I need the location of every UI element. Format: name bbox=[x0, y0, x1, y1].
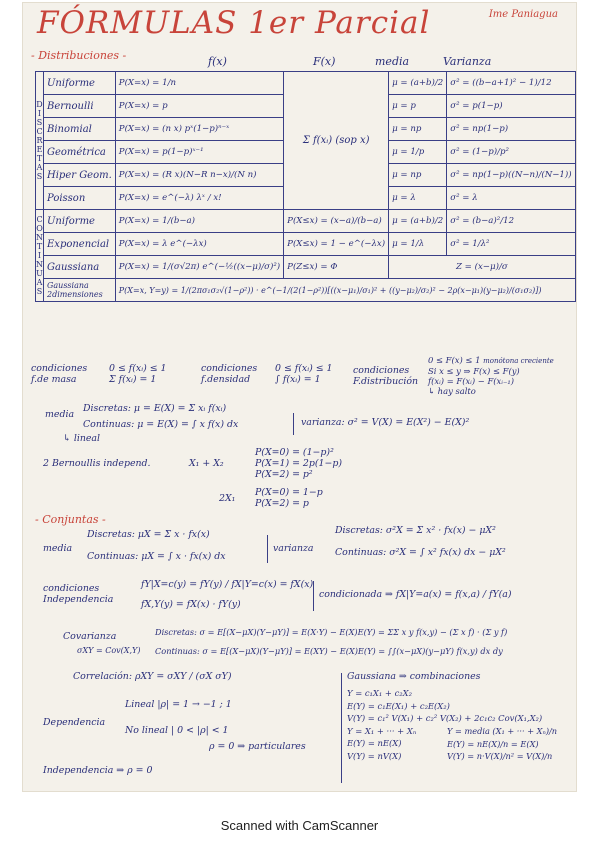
bernoulli-label: 2 Bernoullis independ. bbox=[43, 458, 151, 469]
section-distributions: - Distribuciones - bbox=[31, 49, 127, 62]
pmf-formula: P(X=x) = e^(−λ) λˣ / x! bbox=[115, 187, 283, 210]
table-row bbox=[36, 72, 576, 95]
distribution-name: Poisson bbox=[44, 187, 116, 210]
mean-formula: μ = np bbox=[389, 118, 447, 141]
joint-var-discretas: Discretas: σ²X = Σ x² · fx(x) − μX² bbox=[335, 525, 496, 536]
notebook-page bbox=[22, 2, 577, 792]
bernoulli-double: 2X₁ bbox=[219, 493, 236, 504]
media-continuas: Continuas: μ = E(X) = ∫ x f(x) dx bbox=[83, 419, 239, 430]
pdf-formula: P(X=x) = λ e^(−λx) bbox=[115, 233, 283, 256]
variance-formula: σ² = (b−a)²/12 bbox=[447, 210, 575, 233]
header-Fx: F(x) bbox=[313, 55, 336, 68]
divider bbox=[267, 535, 268, 563]
page-title: FÓRMULAS 1er Parcial bbox=[37, 5, 431, 41]
scanner-watermark: Scanned with CamScanner bbox=[220, 818, 379, 833]
cond-distribution-values: 0 ≤ F(x) ≤ 1 monótona creciente Si x ≤ y ⇒ F(x) ≤ F(y) f(xᵢ) = F(xᵢ) − F(xᵢ₋₁) ↳ hay salto bbox=[428, 355, 554, 396]
mean-formula: μ = p bbox=[389, 95, 447, 118]
cond-density-label: condiciones f.densidad bbox=[201, 363, 258, 385]
cond-mass-values: 0 ≤ f(xᵢ) ≤ 1 Σ f(xᵢ) = 1 bbox=[109, 363, 167, 385]
pmf-formula: P(X=x) = p bbox=[115, 95, 283, 118]
mean-formula: μ = (a+b)/2 bbox=[389, 72, 447, 95]
covariance-label: Covarianza bbox=[63, 631, 117, 642]
media-label: media bbox=[45, 409, 75, 420]
joint-media-continuas: Continuas: μX = ∫ x · fx(x) dx bbox=[87, 551, 226, 562]
bernoulli-sum-values: P(X=0) = (1−p)² P(X=1) = 2p(1−p) P(X=2) = p² bbox=[255, 447, 343, 480]
dependence-rho0: ρ = 0 ⇒ particulares bbox=[209, 741, 306, 752]
group-discrete-label: D I S C R E T A S bbox=[36, 72, 44, 210]
independence-rho: Independencia ⇒ ρ = 0 bbox=[43, 765, 153, 776]
joint-media-discretas: Discretas: μX = Σ x · fx(x) bbox=[87, 529, 210, 540]
distribution-name: Hiper Geom. bbox=[44, 164, 116, 187]
table-row bbox=[36, 210, 576, 233]
pmf-formula: P(X=x) = p(1−p)ˣ⁻¹ bbox=[115, 141, 283, 164]
pdf-formula: P(X=x) = 1/(b−a) bbox=[115, 210, 283, 233]
covariance-sub: σXY = Cov(X,Y) bbox=[77, 646, 141, 655]
divider bbox=[293, 413, 294, 435]
independence-label: condiciones Independencia bbox=[43, 583, 114, 605]
joint-var-continuas: Continuas: σ²X = ∫ x² fx(x) dx − μX² bbox=[335, 547, 506, 558]
variance-formula: σ² = 1/λ² bbox=[447, 233, 575, 256]
author-signature: Ime Paniagua bbox=[488, 9, 558, 20]
divider bbox=[313, 581, 314, 611]
joint-varianza-label: varianza bbox=[273, 543, 314, 554]
distribution-name: Uniforme bbox=[44, 210, 116, 233]
distribution-name: Bernoulli bbox=[44, 95, 116, 118]
table-row bbox=[36, 279, 576, 302]
bernoulli-double-values: P(X=0) = 1−p P(X=2) = p bbox=[255, 487, 323, 509]
joint-media-label: media bbox=[43, 543, 73, 554]
variance-formula: σ² = ((b−a+1)² − 1)/12 bbox=[447, 72, 575, 95]
variance-formula: σ² = (1−p)/p² bbox=[447, 141, 575, 164]
variance-formula: σ² = λ bbox=[447, 187, 575, 210]
distribution-name: Gaussiana bbox=[44, 256, 116, 279]
distribution-name: Gaussiana 2dimensiones bbox=[44, 279, 116, 302]
table-row bbox=[36, 256, 576, 279]
cdf-formula: P(X≤x) = 1 − e^(−λx) bbox=[284, 233, 389, 256]
pdf-formula: P(X=x) = 1/(σ√2π) e^(−½((x−μ)/σ)²) bbox=[115, 256, 283, 279]
media-lineal: ↳ lineal bbox=[63, 433, 101, 444]
media-discretas: Discretas: μ = E(X) = Σ xᵢ f(xᵢ) bbox=[83, 403, 227, 414]
header-mean: media bbox=[375, 55, 410, 68]
divider bbox=[341, 673, 342, 783]
pmf-formula: P(X=x) = (R x)(N−R n−x)/(N n) bbox=[115, 164, 283, 187]
variance-formula: σ² = np(1−p) bbox=[447, 118, 575, 141]
gauss-comb-title: Gaussiana ⇒ combinaciones bbox=[347, 671, 481, 682]
correlation-formula: Correlación: ρXY = σXY / (σX σY) bbox=[73, 671, 232, 682]
variance-formula: σ² = p(1−p) bbox=[447, 95, 575, 118]
distributions-table bbox=[35, 71, 576, 302]
conditional-formula: condicionada ⇒ fX|Y=a(x) = f(x,a) / fY(a) bbox=[319, 589, 512, 600]
dependence-label: Dependencia bbox=[43, 717, 106, 728]
variance-formula: σ² = np(1−p)((N−n)/(N−1)) bbox=[447, 164, 575, 187]
dependence-lineal: Lineal |ρ| = 1 → −1 ; 1 bbox=[125, 699, 232, 710]
header-variance: Varianza bbox=[443, 55, 492, 68]
pdf-formula: P(X=x, Y=y) = 1/(2πσ₁σ₂√(1−ρ²)) · e^(−1/(2(1−ρ²))[((x−μ₁)/σ₁)² + ((y−μ₂)/σ₂)² − 2ρ(x−μ₁)(y−μ₂)/(σ₁σ₂)]) bbox=[115, 279, 575, 302]
distribution-name: Exponencial bbox=[44, 233, 116, 256]
independence-1: fY|X=c(y) = fY(y) / fX|Y=c(x) = fX(x) bbox=[141, 579, 314, 590]
distribution-name: Geométrica bbox=[44, 141, 116, 164]
mean-formula: μ = (a+b)/2 bbox=[389, 210, 447, 233]
section-joint: - Conjuntas - bbox=[35, 513, 106, 526]
pmf-formula: P(X=x) = (n x) pˣ(1−p)ⁿ⁻ˣ bbox=[115, 118, 283, 141]
gauss-comb-media: Y = media (X₁ + ··· + Xₙ)/n E(Y) = nE(X)/n = E(X) V(Y) = n·V(X)/n² = V(X)/n bbox=[447, 726, 558, 761]
varianza-formula: varianza: σ² = V(X) = E(X²) − E(X)² bbox=[301, 417, 470, 428]
standardization-formula: Z = (x−μ)/σ bbox=[389, 256, 576, 279]
pmf-formula: P(X=x) = 1/n bbox=[115, 72, 283, 95]
cdf-formula: P(Z≤x) = Φ bbox=[284, 256, 389, 279]
group-continuous-label: C O N T I N U A S bbox=[36, 210, 44, 302]
cond-mass-label: condiciones f.de masa bbox=[31, 363, 88, 385]
gauss-comb-lines: Y = c₁X₁ + c₂X₂ E(Y) = c₁E(X₁) + c₂E(X₂) V(Y) = c₁² V(X₁) + c₂² V(X₂) + 2c₁c₂ Cov(X₁,X₂) Y = X₁ + ··· + Xₙ E(Y) = nE(X) V(Y) = nV(X) bbox=[347, 688, 543, 761]
header-fx: f(x) bbox=[208, 55, 227, 68]
dependence-nolineal: No lineal | 0 < |ρ| < 1 bbox=[125, 725, 229, 736]
distribution-name: Uniforme bbox=[44, 72, 116, 95]
cond-density-values: 0 ≤ f(xᵢ) ≤ 1 ∫ f(xᵢ) = 1 bbox=[275, 363, 333, 385]
distribution-name: Binomial bbox=[44, 118, 116, 141]
covariance-continuas: Continuas: σ = E[(X−μX)(Y−μY)] = E(XY) − E(X)E(Y) = ∫∫(x−μX)(y−μY) f(x,y) dx dy bbox=[155, 646, 503, 656]
mean-formula: μ = 1/λ bbox=[389, 233, 447, 256]
cdf-formula: P(X≤x) = (x−a)/(b−a) bbox=[284, 210, 389, 233]
cond-distribution-label: condiciones F.distribución bbox=[353, 365, 419, 387]
mean-formula: μ = λ bbox=[389, 187, 447, 210]
covariance-discretas: Discretas: σ = E[(X−μX)(Y−μY)] = E(X·Y) − E(X)E(Y) = ΣΣ x y f(x,y) − (Σ x f) · (Σ y f) bbox=[155, 627, 508, 637]
independence-2: fX,Y(y) = fX(x) · fY(y) bbox=[141, 599, 241, 610]
table-row bbox=[36, 233, 576, 256]
mean-formula: μ = 1/p bbox=[389, 141, 447, 164]
cdf-discrete: Σ f(xᵢ) (sop x) bbox=[284, 72, 389, 210]
bernoulli-sum: X₁ + X₂ bbox=[189, 458, 224, 469]
mean-formula: μ = np bbox=[389, 164, 447, 187]
